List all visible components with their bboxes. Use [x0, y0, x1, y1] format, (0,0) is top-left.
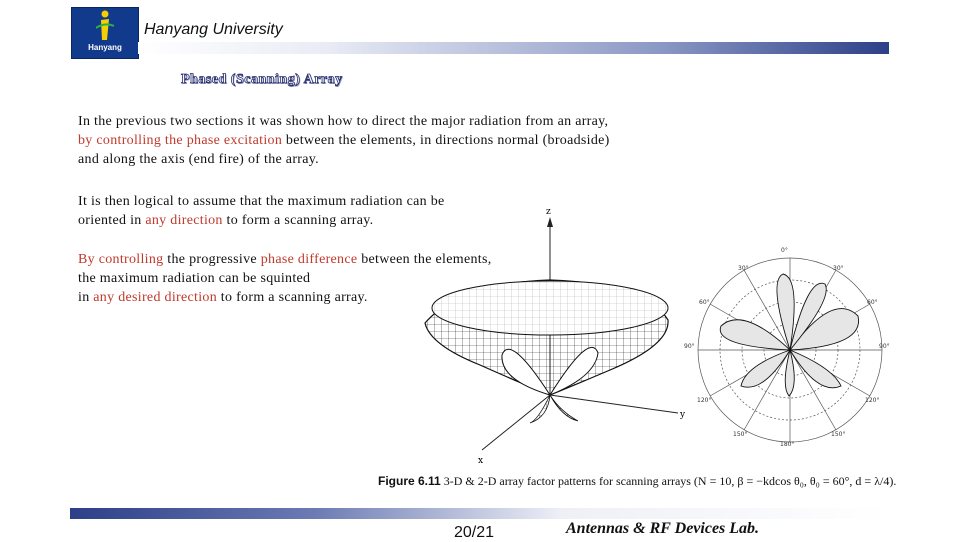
polar-label-150-right: 150° — [831, 431, 846, 438]
paragraph-1 — [78, 112, 610, 169]
para2-line2 — [78, 211, 445, 230]
polar-label-90-right: 90° — [879, 343, 890, 350]
polar-label-180: 180° — [780, 441, 795, 448]
lab-name: Antennas & RF Devices Lab. — [566, 520, 760, 537]
logo-i-icon — [96, 10, 114, 42]
paragraph-2 — [78, 192, 445, 230]
university-name: Hanyang University — [144, 21, 283, 38]
para1-line1: In the previous two sections it was shown how to direct the major radiation from an array, — [78, 114, 609, 129]
polar-label-30-left: 30° — [738, 265, 749, 272]
para3-text-4: to form a scanning array. — [217, 290, 368, 305]
para3-highlight-1: By controlling — [78, 252, 164, 267]
para1-line2 — [78, 131, 610, 150]
para3-text-2: between the elements, — [357, 252, 492, 267]
axis-y-label: y — [680, 410, 686, 420]
para1-highlight: by controlling the phase excitation — [78, 133, 283, 148]
polar-label-150-left: 150° — [733, 431, 748, 438]
para2-highlight: any direction — [145, 213, 223, 228]
header-gradient-bar — [138, 42, 889, 54]
polar-label-120-left: 120° — [697, 397, 712, 404]
polar-label-60-right: 60° — [867, 299, 878, 306]
figure-2d-polar-pattern — [683, 236, 893, 448]
para1-line3: and along the axis (end fire) of the array. — [78, 152, 319, 167]
para3-line2: the maximum radiation can be squinted — [78, 271, 311, 286]
polar-label-120-right: 120° — [865, 397, 880, 404]
para2-line1: It is then logical to assume that the maximum radiation can be — [78, 194, 445, 209]
axis-x-label: x — [478, 456, 484, 466]
para3-text-3: in — [78, 290, 94, 305]
logo-text: Hanyang — [88, 43, 122, 52]
para3-highlight-3: any desired direction — [93, 290, 217, 305]
slide-title: Phased (Scanning) Array — [181, 72, 343, 87]
polar-label-0: 0° — [781, 247, 788, 254]
university-logo — [71, 7, 139, 59]
axis-z-label: z — [546, 207, 551, 217]
figure-caption — [378, 474, 896, 489]
para2-line2-start: oriented in — [78, 213, 146, 228]
caption-label: Figure 6.11 — [378, 474, 441, 488]
para3-text-1: the progressive — [163, 252, 261, 267]
para2-line2-end: to form a scanning array. — [222, 213, 374, 228]
footer-gradient-bar — [70, 508, 889, 519]
polar-label-90-left: 90° — [684, 343, 695, 350]
polar-label-60-left: 60° — [699, 299, 710, 306]
figure-3d-pattern — [420, 205, 700, 470]
caption-text: 3-D & 2-D array factor patterns for scanning arrays (N = 10, β = −kdcos θ₀, θ₀ = 60°, d = λ/4). — [440, 474, 897, 488]
polar-label-30-right: 30° — [833, 265, 844, 272]
para1-line2-rest: between the elements, in directions normal (broadside) — [282, 133, 610, 148]
para3-highlight-2: phase difference — [260, 252, 358, 267]
page-number: 20/21 — [454, 524, 495, 541]
